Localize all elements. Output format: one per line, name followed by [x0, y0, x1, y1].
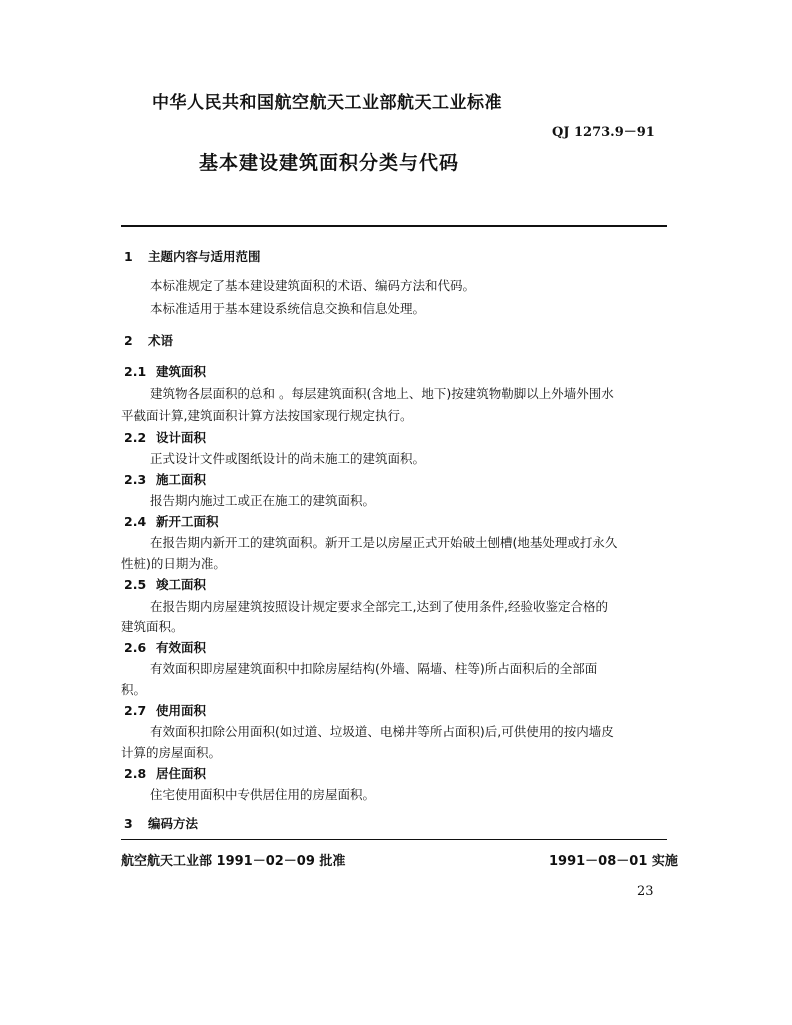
term-number: 2.8 [124, 766, 147, 781]
term-2-6-heading [124, 638, 206, 656]
issuing-organization: 中华人民共和国航空航天工业部航天工业标准 [152, 93, 502, 113]
section-2-heading [124, 331, 173, 349]
section-number: 1 [124, 249, 133, 264]
paragraph-continuation: 平截面计算,建筑面积计算方法按国家现行规定执行。 [121, 408, 413, 423]
term-number: 2.2 [124, 430, 147, 445]
term-title: 居住面积 [156, 766, 207, 781]
term-title: 建筑面积 [156, 364, 207, 379]
section-3-heading [124, 814, 198, 832]
paragraph-continuation: 建筑面积。 [121, 619, 184, 634]
paragraph: 有效面积扣除公用面积(如过道、垃圾道、电梯井等所占面积)后,可供使用的按内墙皮 [150, 724, 614, 739]
paragraph-continuation: 性桩)的日期为准。 [121, 556, 226, 571]
standard-code: QJ 1273.9－91 [552, 125, 655, 140]
term-2-5-heading [124, 575, 206, 593]
paragraph-continuation: 计算的房屋面积。 [121, 745, 222, 760]
term-number: 2.1 [124, 364, 147, 379]
term-number: 2.6 [124, 640, 147, 655]
header-divider [121, 225, 667, 227]
term-title: 有效面积 [156, 640, 207, 655]
section-number: 2 [124, 333, 133, 348]
term-title: 竣工面积 [156, 577, 207, 592]
term-title: 设计面积 [156, 430, 207, 445]
approval-line: 航空航天工业部 1991－02－09 批准 [121, 854, 346, 869]
paragraph: 本标准规定了基本建设建筑面积的术语、编码方法和代码。 [150, 278, 476, 293]
section-number: 3 [124, 816, 133, 831]
term-number: 2.5 [124, 577, 147, 592]
page-number: 23 [637, 884, 654, 899]
term-number: 2.4 [124, 514, 147, 529]
section-title: 编码方法 [148, 816, 199, 831]
term-2-7-heading [124, 701, 206, 719]
term-title: 施工面积 [156, 472, 207, 487]
term-number: 2.7 [124, 703, 147, 718]
term-title: 新开工面积 [156, 514, 219, 529]
term-number: 2.3 [124, 472, 147, 487]
term-2-8-heading [124, 764, 206, 782]
paragraph-continuation: 积。 [121, 682, 147, 697]
paragraph: 在报告期内新开工的建筑面积。新开工是以房屋正式开始破土刨槽(地基处理或打永久 [150, 535, 618, 550]
term-2-3-heading [124, 470, 206, 488]
document-title: 基本建设建筑面积分类与代码 [199, 152, 460, 174]
term-2-1-heading [124, 362, 206, 380]
paragraph: 本标准适用于基本建设系统信息交换和信息处理。 [150, 301, 426, 316]
implementation-date: 1991－08－01 实施 [549, 854, 678, 869]
paragraph: 报告期内施过工或正在施工的建筑面积。 [150, 493, 376, 508]
paragraph: 正式设计文件或图纸设计的尚未施工的建筑面积。 [150, 451, 426, 466]
term-2-4-heading [124, 512, 219, 530]
paragraph: 在报告期内房屋建筑按照设计规定要求全部完工,达到了使用条件,经验收鉴定合格的 [150, 599, 608, 614]
section-title: 主题内容与适用范围 [148, 249, 261, 264]
section-1-heading [124, 247, 261, 265]
term-2-2-heading [124, 428, 206, 446]
paragraph: 建筑物各层面积的总和 。每层建筑面积(含地上、地下)按建筑物勒脚以上外墙外围水 [150, 386, 614, 401]
section-title: 术语 [148, 333, 174, 348]
paragraph: 有效面积即房屋建筑面积中扣除房屋结构(外墙、隔墙、柱等)所占面积后的全部面 [150, 661, 598, 676]
paragraph: 住宅使用面积中专供居住用的房屋面积。 [150, 787, 376, 802]
footer-divider [121, 839, 667, 840]
term-title: 使用面积 [156, 703, 207, 718]
